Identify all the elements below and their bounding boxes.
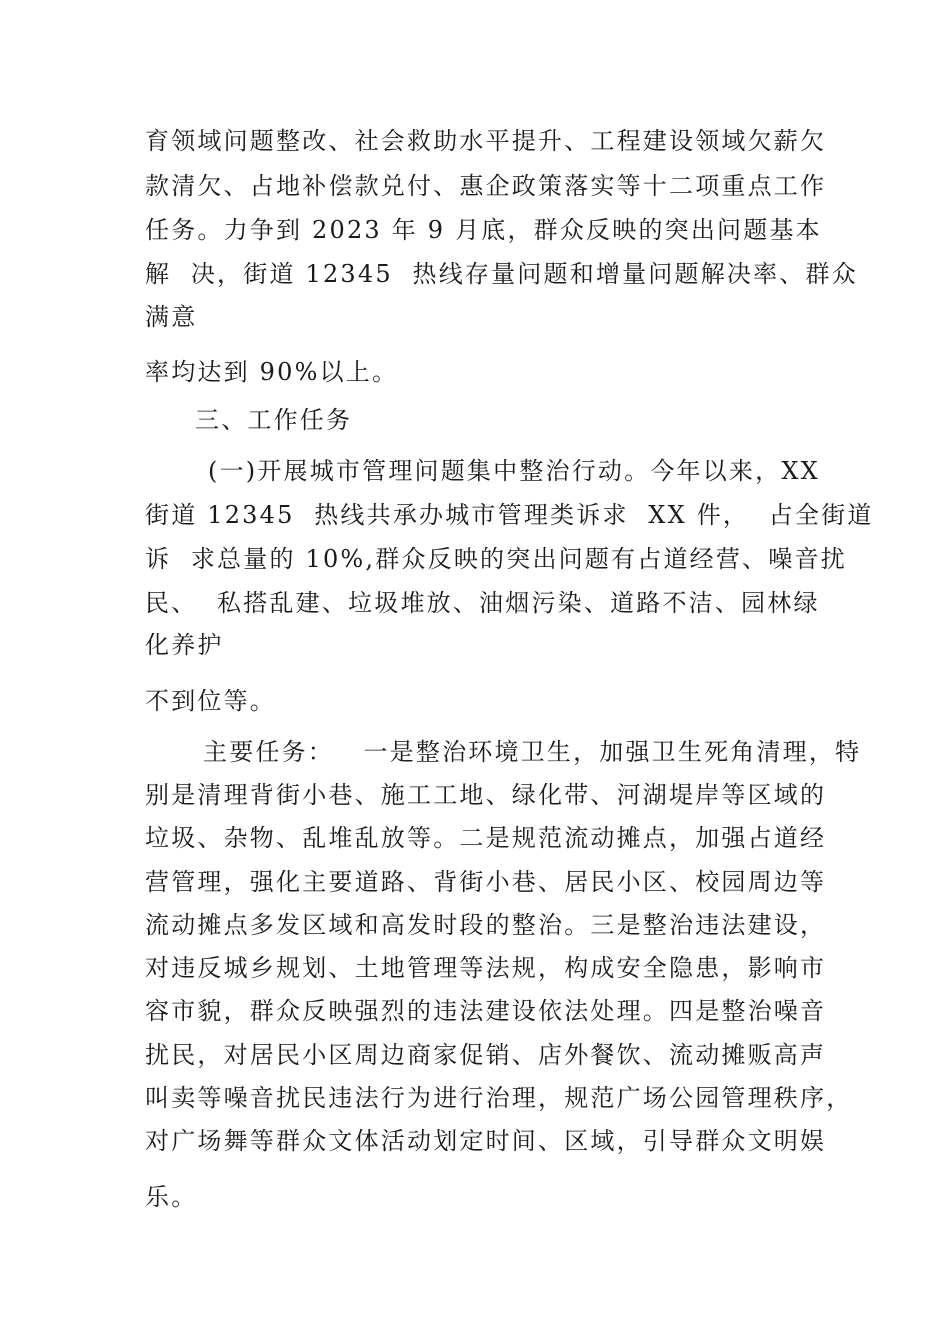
body-line-4: 解 决，街道 12345 热线存量问题和增量问题解决率、群众 xyxy=(145,260,858,288)
body-line-3: 任务。力争到 2023 年 9 月底，群众反映的突出问题基本 xyxy=(145,216,822,244)
main-tasks-line-9: 叫卖等噪音扰民违法行为进行治理，规范广场公园管理秩序， xyxy=(145,1084,853,1112)
body-line-10: 诉 求总量的 10%,群众反映的突出问题有占道经营、噪音扰 xyxy=(145,545,847,573)
subsection-heading: (一)开展城市管理问题集中整治行动。今年以来，XX xyxy=(208,457,820,485)
section-heading: 三、工作任务 xyxy=(195,406,353,434)
body-line-11: 民、 私搭乱建、垃圾堆放、油烟污染、道路不洁、园林绿 xyxy=(145,589,820,617)
main-tasks-line-8: 扰民，对居民小区周边商家促销、店外餐饮、流动摊贩高声 xyxy=(145,1041,827,1069)
main-tasks-line-4: 营管理，强化主要道路、背街小巷、居民小区、校园周边等 xyxy=(145,868,827,896)
body-line-12: 化养护 xyxy=(145,631,224,659)
main-tasks-line-3: 垃圾、杂物、乱堆乱放等。二是规范流动摊点，加强占道经 xyxy=(145,824,827,852)
body-line-6: 率均达到 90%以上。 xyxy=(145,358,399,386)
main-tasks-line-10: 对广场舞等群众文体活动划定时间、区域，引导群众文明娱 xyxy=(145,1127,827,1155)
main-tasks-line-6: 对违反城乡规划、土地管理等法规，构成安全隐患，影响市 xyxy=(145,954,827,982)
main-tasks-line-11: 乐。 xyxy=(145,1183,198,1211)
main-tasks-line-2: 别是清理背街小巷、施工工地、绿化带、河湖堤岸等区域的 xyxy=(145,781,827,809)
main-tasks-line-5: 流动摊点多发区域和高发时段的整治。三是整治违法建设， xyxy=(145,911,827,939)
body-line-5: 满意 xyxy=(145,303,198,331)
main-tasks-line-1: 主要任务： 一是整治环境卫生，加强卫生死角清理，特 xyxy=(203,738,862,766)
body-line-13: 不到位等。 xyxy=(145,687,276,715)
main-tasks-line-7: 容市貌，群众反映强烈的违法建设依法处理。四是整治噪音 xyxy=(145,997,827,1025)
body-line-9: 街道 12345 热线共承办城市管理类诉求 XX 件， 占全街道 xyxy=(145,501,874,529)
body-line-1: 育领域问题整改、社会救助水平提升、工程建设领域欠薪欠 xyxy=(145,127,827,155)
body-line-2: 款清欠、占地补偿款兑付、惠企政策落实等十二项重点工作 xyxy=(145,172,827,200)
